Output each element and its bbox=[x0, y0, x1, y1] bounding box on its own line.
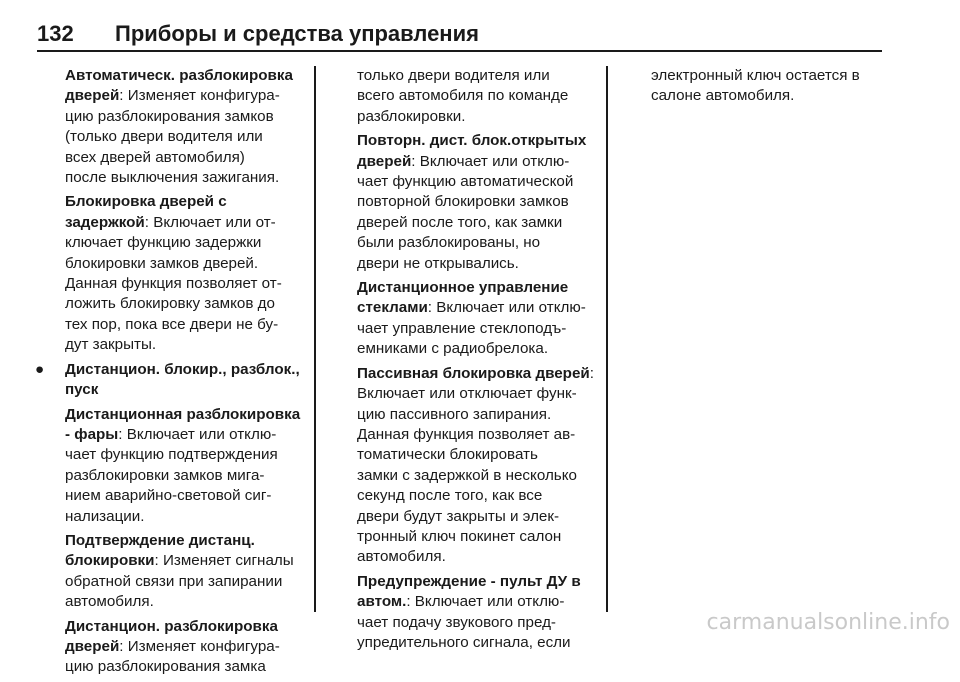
text-line: томатически блокировать bbox=[357, 446, 538, 464]
section-title: Приборы и средства управления bbox=[115, 21, 479, 46]
text-line: : Включает или отклю- bbox=[118, 425, 277, 443]
text-line: электронный ключ остается в bbox=[651, 67, 860, 84]
term-heading: автом. bbox=[357, 593, 407, 611]
text-line: были разблокированы, но bbox=[357, 234, 541, 252]
paragraph-continuation bbox=[357, 66, 595, 127]
term-heading: Дистанционное управление bbox=[357, 279, 569, 297]
text-line: секунд после того, как все bbox=[357, 487, 543, 505]
paragraph-passive-lock bbox=[357, 364, 595, 568]
column-1 bbox=[35, 66, 313, 682]
text-line: : bbox=[589, 364, 594, 382]
paragraph-remote-unlock-lights bbox=[65, 405, 313, 527]
bullet-icon: ● bbox=[35, 360, 45, 378]
text-line: двери не открывались. bbox=[357, 254, 519, 272]
text-line: обратной связи при запирании bbox=[65, 572, 283, 590]
term-heading: стеклами bbox=[357, 299, 428, 317]
text-line: чает функцию автоматической bbox=[357, 173, 574, 191]
term-heading: дверей bbox=[65, 637, 120, 655]
text-line: Данная функция позволяет от- bbox=[65, 275, 282, 293]
text-line: тронный ключ покинет салон bbox=[357, 527, 562, 545]
header-rule bbox=[37, 50, 882, 52]
text-line: нием аварийно-световой сиг- bbox=[65, 487, 272, 505]
text-line: повторной блокировки замков bbox=[357, 193, 569, 211]
text-line: : Изменяет сигналы bbox=[154, 552, 294, 570]
paragraph-remote-lock-confirm bbox=[65, 531, 313, 613]
text-line: : Изменяет конфигура- bbox=[119, 87, 280, 105]
text-line: Включает или отключает функ- bbox=[357, 385, 577, 403]
term-heading: дверей bbox=[357, 152, 412, 170]
term-heading: Подтверждение дистанц. bbox=[65, 531, 255, 549]
term-heading: блокировки bbox=[65, 552, 155, 570]
text-line: разблокировки. bbox=[357, 107, 466, 125]
text-line: упредительного сигнала, если bbox=[357, 633, 571, 651]
text-line: чает функцию подтверждения bbox=[65, 446, 278, 464]
text-line: : Включает или отклю- bbox=[406, 593, 565, 611]
text-line: автомобиля. bbox=[357, 548, 446, 566]
bullet-heading: Дистанцион. блокир., разблок., bbox=[65, 360, 300, 378]
text-line: : Включает или от- bbox=[144, 213, 276, 231]
term-heading: Предупреждение - пульт ДУ в bbox=[357, 572, 581, 590]
page-header bbox=[0, 0, 960, 54]
bullet-item-remote bbox=[35, 360, 313, 401]
watermark: carmanualsonline.info bbox=[706, 610, 950, 635]
text-line: : Включает или отклю- bbox=[411, 152, 570, 170]
term-heading: Повторн. дист. блок.открытых bbox=[357, 132, 587, 150]
text-line: Данная функция позволяет ав- bbox=[357, 425, 576, 443]
text-line: цию разблокирования замка bbox=[65, 658, 266, 676]
text-line: (только двери водителя или bbox=[65, 128, 263, 146]
text-line: дверей после того, как замки bbox=[357, 213, 563, 231]
text-line: чает подачу звукового пред- bbox=[357, 613, 556, 631]
term-heading: дверей bbox=[65, 87, 120, 105]
paragraph-remote-warning bbox=[357, 572, 595, 654]
paragraph-auto-unlock bbox=[65, 66, 313, 188]
term-heading: - фары bbox=[65, 425, 119, 443]
text-line: тех пор, пока все двери не бу- bbox=[65, 315, 279, 333]
text-line: : Изменяет конфигура- bbox=[119, 637, 280, 655]
column-2 bbox=[357, 66, 595, 657]
text-line: цию пассивного запирания. bbox=[357, 405, 552, 423]
text-line: нализации. bbox=[65, 507, 145, 525]
text-line: дут закрыты. bbox=[65, 336, 157, 354]
text-line: после выключения зажигания. bbox=[65, 169, 280, 187]
text-line: емниками с радиобрелока. bbox=[357, 340, 549, 358]
column-3 bbox=[651, 66, 891, 111]
text-line: ложить блокировку замков до bbox=[65, 295, 275, 313]
term-heading: Дистанционная разблокировка bbox=[65, 405, 301, 423]
paragraph-relock bbox=[357, 131, 595, 274]
term-heading: Автоматическ. разблокировка bbox=[65, 67, 293, 84]
term-heading: Дистанцион. разблокировка bbox=[65, 617, 278, 635]
text-line: замки с задержкой в несколько bbox=[357, 466, 577, 484]
paragraph-delayed-lock bbox=[65, 192, 313, 355]
text-line: чает управление стеклоподъ- bbox=[357, 319, 567, 337]
text-line: только двери водителя или bbox=[357, 67, 550, 84]
text-line: ключает функцию задержки bbox=[65, 234, 262, 252]
column-divider bbox=[314, 66, 316, 612]
page-number: 132 bbox=[37, 21, 74, 46]
term-heading: задержкой bbox=[65, 213, 145, 231]
text-line: автомобиля. bbox=[65, 593, 154, 611]
column-divider bbox=[606, 66, 608, 612]
paragraph-remote-windows bbox=[357, 278, 595, 360]
text-line: : Включает или отклю- bbox=[427, 299, 586, 317]
text-line: цию разблокирования замков bbox=[65, 107, 274, 125]
term-heading: Блокировка дверей с bbox=[65, 193, 227, 211]
text-line: разблокировки замков мига- bbox=[65, 466, 265, 484]
term-heading: Пассивная блокировка дверей bbox=[357, 364, 590, 382]
text-line: блокировки замков дверей. bbox=[65, 254, 259, 272]
text-line: всех дверей автомобиля) bbox=[65, 148, 245, 166]
paragraph-remote-unlock-doors bbox=[65, 617, 313, 678]
text-line: всего автомобиля по команде bbox=[357, 87, 569, 105]
paragraph-continuation bbox=[651, 66, 891, 107]
text-line: двери будут закрыты и элек- bbox=[357, 507, 560, 525]
bullet-heading: пуск bbox=[65, 381, 99, 399]
text-line: салоне автомобиля. bbox=[651, 87, 795, 105]
